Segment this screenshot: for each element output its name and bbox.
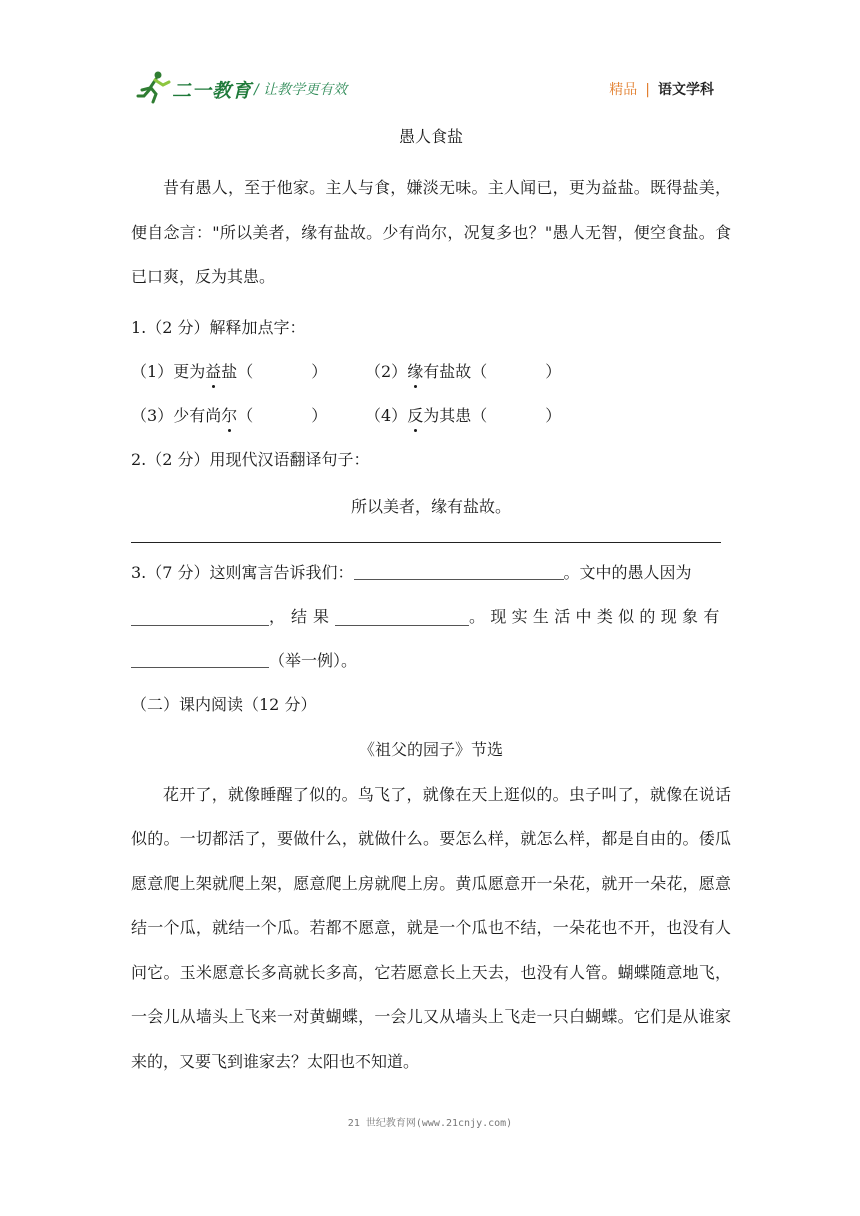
header-separator: | xyxy=(645,82,650,98)
paren-open: （ xyxy=(471,361,488,381)
q1-item-text: 为其患 xyxy=(423,405,472,425)
paren-close: ） xyxy=(311,361,328,381)
dotted-char: 缘 xyxy=(407,350,423,394)
runner-logo-icon xyxy=(136,70,172,104)
q1-item-num: （1） xyxy=(131,361,174,381)
q1-stem: 1.（2 分）解释加点字： xyxy=(131,317,306,337)
paren-open: （ xyxy=(237,361,254,381)
paren-close: ） xyxy=(545,405,562,425)
section2-title: 《祖父的园子》节选 xyxy=(358,739,503,759)
q1-item-2 xyxy=(365,350,561,394)
section2-heading: （二）课内阅读（12 分） xyxy=(131,694,317,714)
q3-text: 。现实生活中类似的现象有 xyxy=(469,606,725,626)
passage1-title: 愚人食盐 xyxy=(398,127,463,146)
q1-item-text: 有盐故 xyxy=(423,361,472,381)
q3-line-2 xyxy=(131,595,731,639)
q2-sentence: 所以美者，缘有盐故。 xyxy=(350,496,511,516)
dotted-char: 益 xyxy=(205,350,221,394)
q1-item-num: （4） xyxy=(365,405,408,425)
q3-text: 。文中的愚人因为 xyxy=(563,562,692,582)
q3-text: 3.（7 分）这则寓言告诉我们： xyxy=(131,562,354,582)
q1-item-num: （3） xyxy=(131,405,174,425)
header-slogan: / 让教学更有效 xyxy=(254,82,348,98)
dotted-char: 尔 xyxy=(221,394,237,438)
q3-line-3 xyxy=(131,639,731,683)
passage1-text: 昔有愚人，至于他家。主人与食，嫌淡无味。主人闻已，更为益盐。既得盐美，便自念言："所以美者，缘有盐故。少有尚尔，况复多也？"愚人无智，便空食盐。食已口爽，反为其患。 xyxy=(131,178,731,286)
q3-text: ，结果 xyxy=(269,606,336,626)
q1-item-text: 盐 xyxy=(221,361,238,381)
q1-item-3 xyxy=(131,394,327,438)
subject-label: 语文学科 xyxy=(658,82,714,98)
q1-row-1 xyxy=(131,350,731,394)
q3-blank-2[interactable] xyxy=(131,608,269,626)
paren-close: ） xyxy=(545,361,562,381)
q1-item-text: 更为 xyxy=(173,361,206,381)
q1-item-1 xyxy=(131,350,327,394)
dotted-char: 反 xyxy=(407,394,423,438)
q1-item-num: （2） xyxy=(365,361,408,381)
q3-text: （举一例）。 xyxy=(269,650,358,670)
q1-row-2 xyxy=(131,394,731,438)
paren-open: （ xyxy=(471,405,488,425)
quality-label: 精品 xyxy=(609,82,638,98)
paren-close: ） xyxy=(311,405,328,425)
section2-text: 花开了，就像睡醒了似的。鸟飞了，就像在天上逛似的。虫子叫了，就像在说话似的。一切都活了，要做什么，就做什么。要怎么样，就怎么样，都是自由的。倭瓜愿意爬上架就爬上架，愿意爬上房就爬上房。黄瓜愿意开一朵花，就开一朵花，愿意结一个瓜，就结一个瓜。若都不愿意，就是一个瓜也不结，一朵花也不开，也没有人问它。玉米愿意长多高就长多高，它若愿意长上天去，也没有人管。蝴蝶随意地飞，一会儿从墙头上飞来一对黄蝴蝶，一会儿又从墙头上飞走一只白蝴蝶。它们是从谁家来的，又要飞到谁家去？太阳也不知道。 xyxy=(131,784,731,1071)
q2-stem: 2.（2 分）用现代汉语翻译句子： xyxy=(131,449,370,469)
q3-blank-4[interactable] xyxy=(131,650,269,668)
q2-answer-line[interactable] xyxy=(131,542,721,543)
page-header xyxy=(136,68,736,112)
paren-open: （ xyxy=(237,405,254,425)
q1-item-4 xyxy=(365,394,561,438)
q1-item-text: 少有尚 xyxy=(173,405,222,425)
q3-blank-3[interactable] xyxy=(335,608,469,626)
document-body xyxy=(131,124,731,1084)
q3-blank-1[interactable] xyxy=(354,562,564,580)
header-subject-label xyxy=(609,79,714,99)
page-footer: 21 世纪教育网(www.21cnjy.com) xyxy=(347,1118,513,1129)
q3-line-1 xyxy=(131,551,731,595)
logo-text: 二一教育 xyxy=(172,80,253,102)
